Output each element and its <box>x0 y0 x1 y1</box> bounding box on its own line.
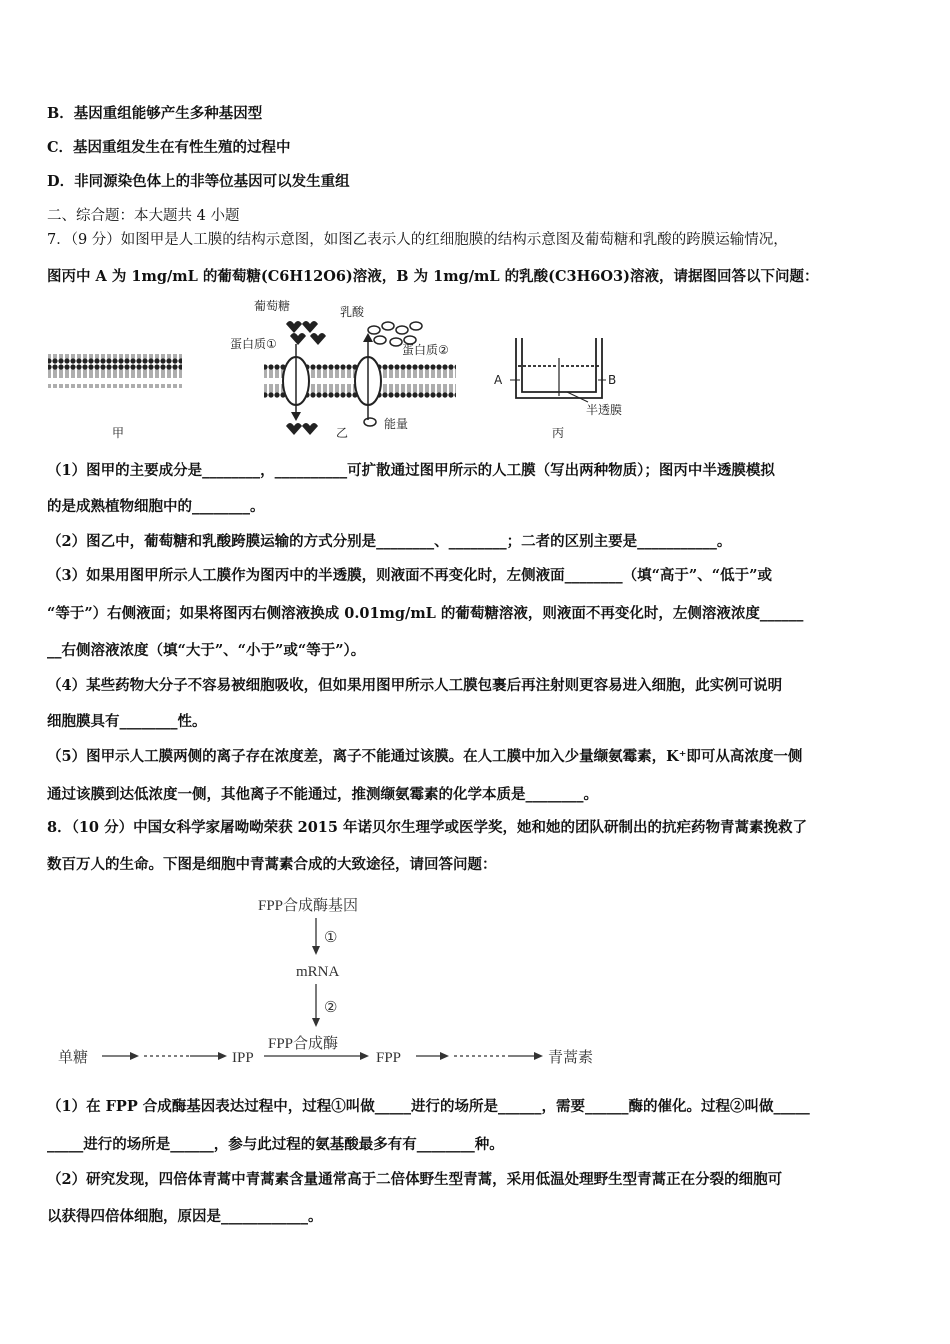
q7-intro-2: 图丙中 A 为 1mg/mL 的葡萄糖(C6H12O6)溶液，B 为 1mg/mL 的乳酸(C3H6O3)溶液，请据图回答以下问题： <box>47 268 819 285</box>
q8-part-1a: （1）在 FPP 合成酶基因表达过程中，过程①叫做_____进行的场所是______，需要______酶的催化。过程②叫做_____ <box>47 1098 810 1115</box>
u-tube-bing <box>510 338 606 402</box>
option-d: D．非同源染色体上的非等位基因可以发生重组 <box>47 173 350 190</box>
flow-artemisinin: 青蒿素 <box>548 1050 594 1066</box>
label-yi: 乙 <box>336 426 349 440</box>
label-bing: 丙 <box>552 426 565 440</box>
label-protein-1: 蛋白质① <box>230 337 277 351</box>
q7-part-4b: 细胞膜具有________性。 <box>47 713 207 730</box>
q7-part-3b: “等于”）右侧液面；如果将图丙右侧溶液换成 0.01mg/mL 的葡萄糖溶液，则液面不再变化时，左侧溶液浓度______ <box>47 605 804 622</box>
flow-ipp: IPP <box>232 1050 254 1066</box>
label-protein-2: 蛋白质② <box>402 343 449 357</box>
option-c: C．基因重组发生在有性生殖的过程中 <box>47 139 291 156</box>
section-heading: 二、综合题：本大题共 4 小题 <box>47 208 240 224</box>
q7-part-1a: （1）图甲的主要成分是________，__________可扩散通过图甲所示的人工膜（写出两种物质）；图丙中半透膜模拟 <box>47 462 775 479</box>
label-membrane: 半透膜 <box>586 403 623 417</box>
label-side-a: A <box>494 373 503 387</box>
q7-part-2: （2）图乙中，葡萄糖和乳酸跨膜运输的方式分别是________、________；二者的区别主要是___________。 <box>47 533 732 550</box>
artificial-membrane-jia <box>48 354 182 388</box>
artemisinin-pathway-diagram <box>40 888 620 1070</box>
q8-part-2b: 以获得四倍体细胞，原因是____________。 <box>47 1208 323 1225</box>
q7-part-3a: （3）如果用图甲所示人工膜作为图丙中的半透膜，则液面不再变化时，左侧液面________（填“高于”、“低于”或 <box>47 567 772 584</box>
q7-membrane-figure <box>40 296 660 448</box>
option-b: B．基因重组能够产生多种基因型 <box>47 105 263 122</box>
rbc-membrane-yi <box>264 357 456 405</box>
flow-fpp: FPP <box>376 1050 402 1066</box>
label-side-b: B <box>608 373 617 387</box>
q7-part-5a: （5）图甲示人工膜两侧的离子存在浓度差，离子不能通过该膜。在人工膜中加入少量缬氨霉素，K⁺即可从高浓度一侧 <box>47 748 803 765</box>
flow-step-2: ② <box>324 1000 338 1016</box>
q8-part-2a: （2）研究发现，四倍体青蒿中青蒿素含量通常高于二倍体野生型青蒿，采用低温处理野生型青蒿正在分裂的细胞可 <box>47 1171 783 1188</box>
q7-part-3c: __右侧溶液浓度（填“大于”、“小于”或“等于”）。 <box>47 642 366 659</box>
label-energy: 能量 <box>384 417 409 431</box>
flow-mrna: mRNA <box>296 964 340 980</box>
q8-intro-2: 数百万人的生命。下图是细胞中青蒿素合成的大致途径，请回答问题： <box>47 856 497 873</box>
label-jia: 甲 <box>112 426 125 440</box>
flow-step-1: ① <box>324 930 338 946</box>
q7-part-5b: 通过该膜到达低浓度一侧，其他离子不能通过，推测缬氨霉素的化学本质是________。 <box>47 786 598 803</box>
q7-part-1b: 的是成熟植物细胞中的________。 <box>47 498 265 515</box>
flow-enzyme: FPP合成酶 <box>268 1036 339 1052</box>
flow-sugar: 单糖 <box>58 1050 89 1066</box>
q7-part-4a: （4）某些药物大分子不容易被细胞吸收，但如果用图甲所示人工膜包裹后再注射则更容易进入细胞，此实例可说明 <box>47 677 783 694</box>
flow-gene: FPP合成酶基因 <box>258 898 359 914</box>
label-lactic: 乳酸 <box>340 305 365 319</box>
q8-part-1b: _____进行的场所是______，参与此过程的氨基酸最多有有________种。 <box>47 1136 504 1153</box>
q8-intro-1: 8．（10 分）中国女科学家屠呦呦荣获 2015 年诺贝尔生理学或医学奖，她和她的团队研制出的抗疟药物青蒿素挽救了 <box>47 819 808 836</box>
label-glucose: 葡萄糖 <box>254 299 291 313</box>
q7-intro-1: 7．（9 分）如图甲是人工膜的结构示意图，如图乙表示人的红细胞膜的结构示意图及葡萄糖和乳酸的跨膜运输情况， <box>47 232 788 248</box>
